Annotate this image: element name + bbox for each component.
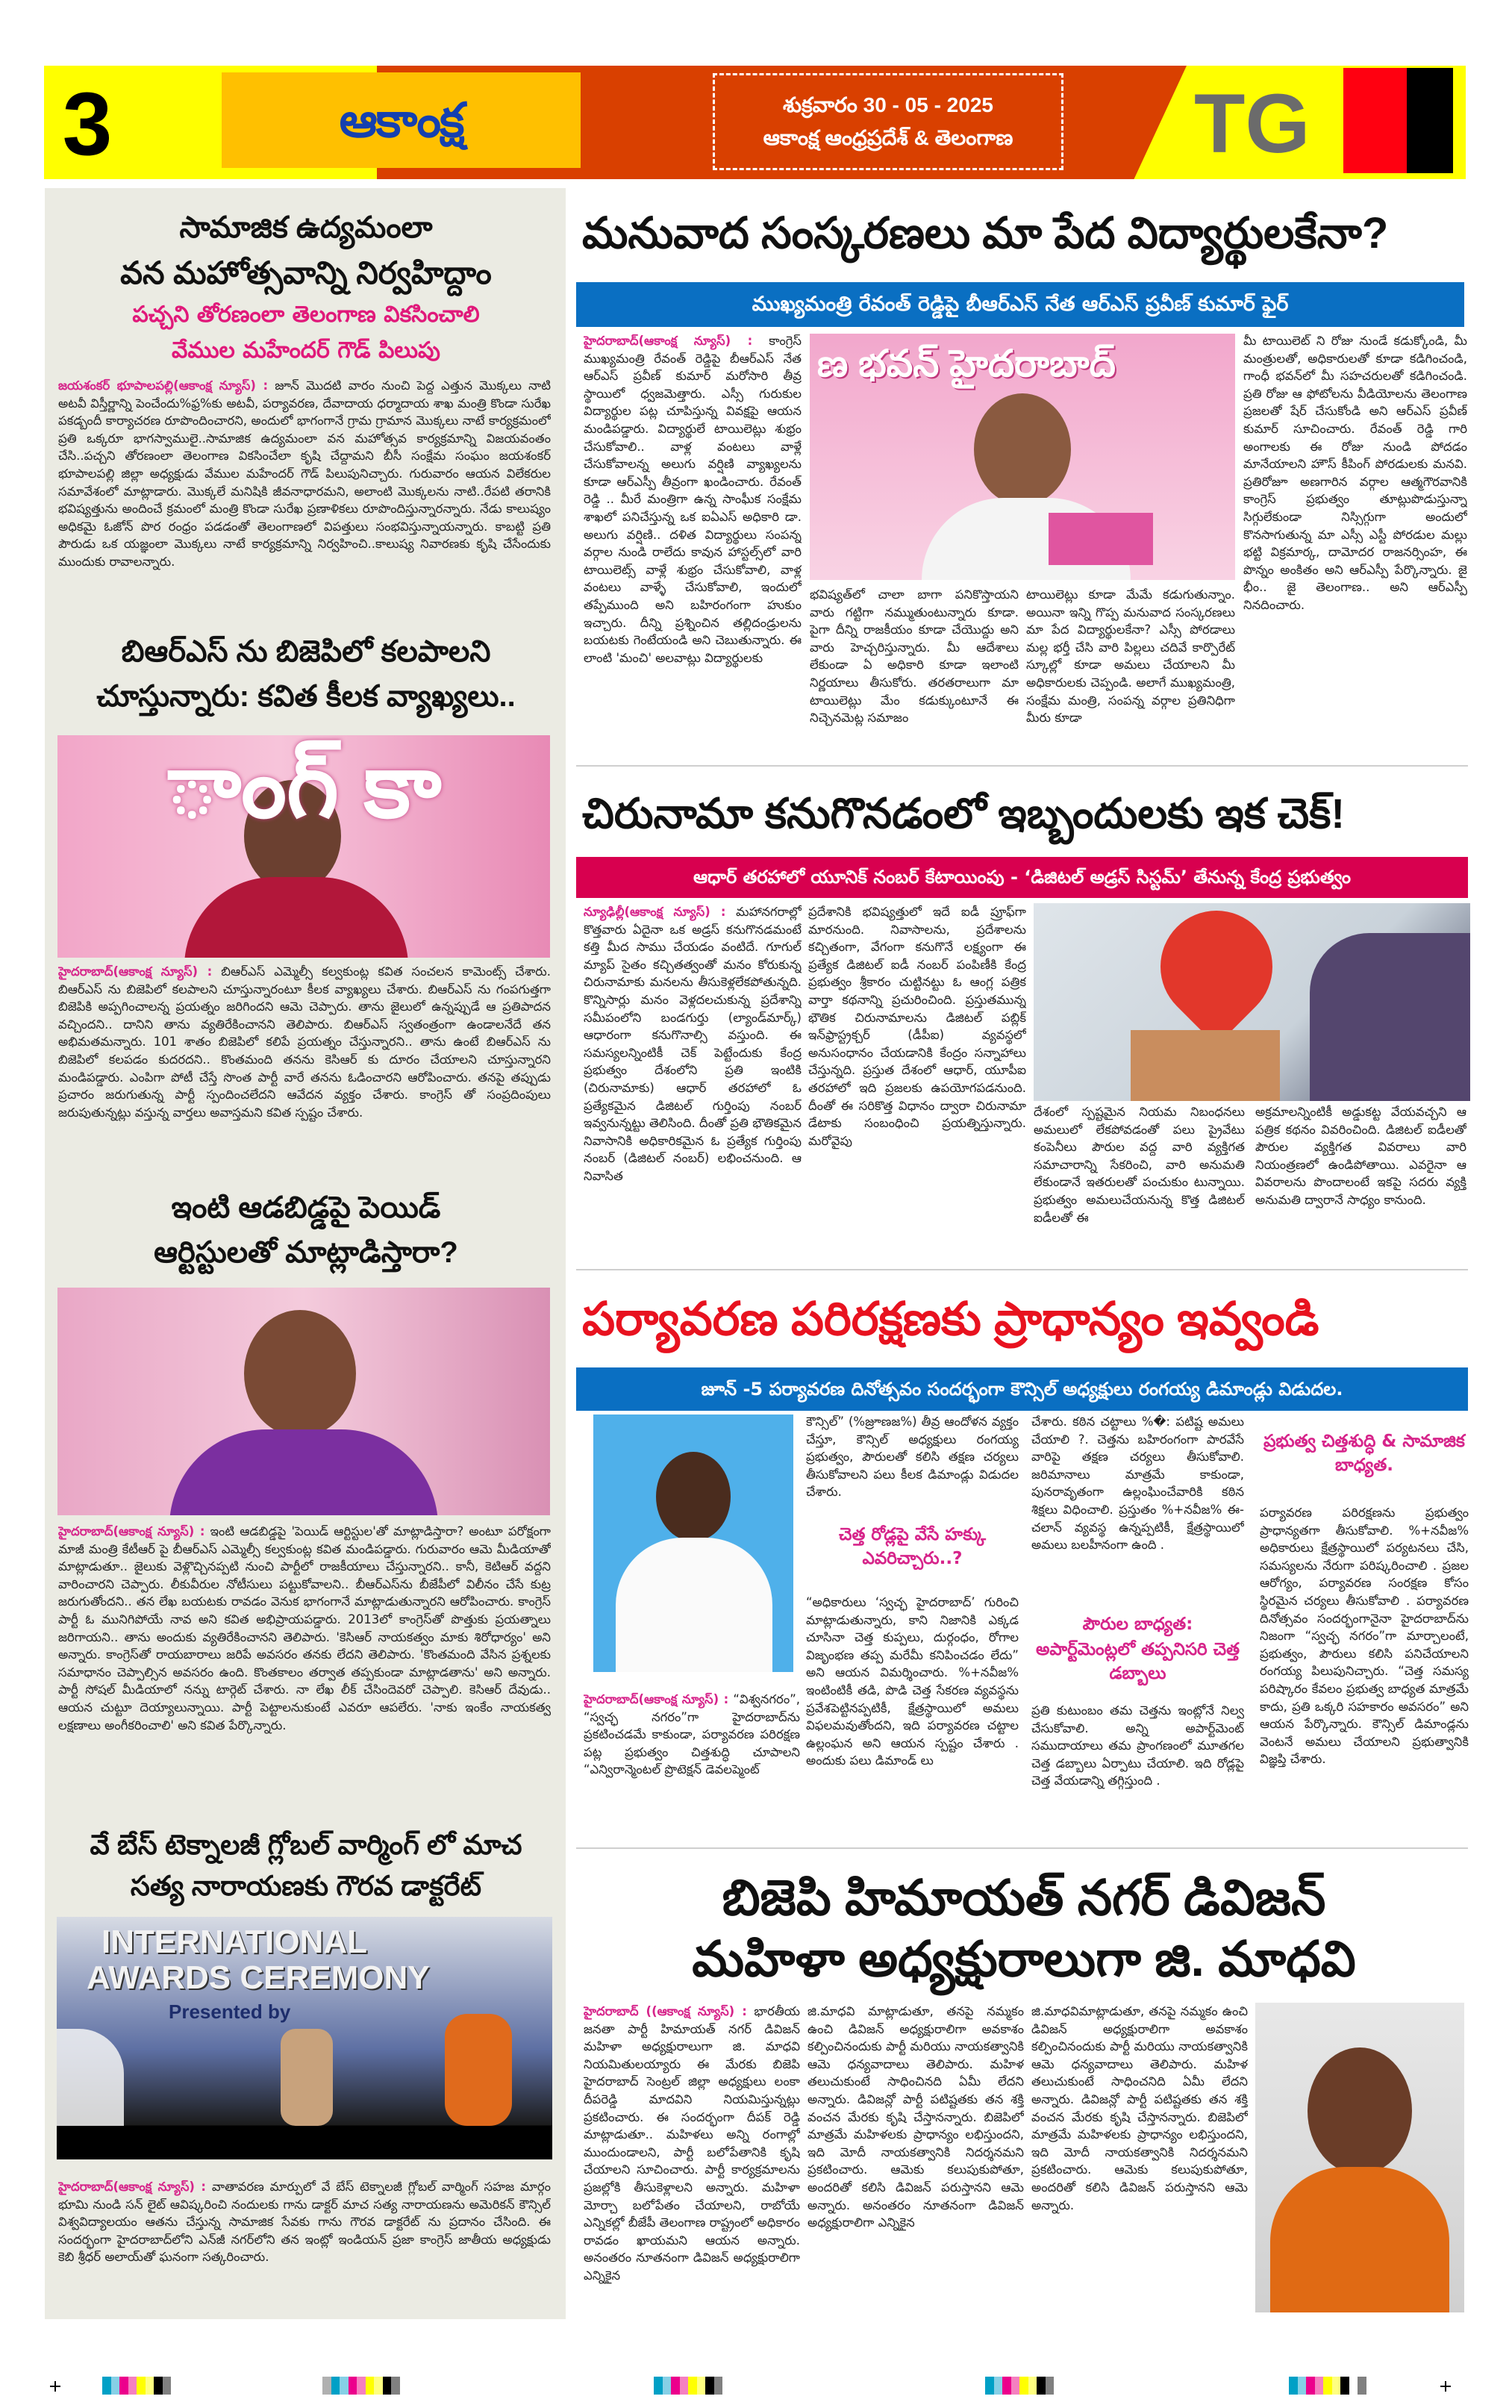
photo-rangaiah xyxy=(593,1414,793,1672)
person-body xyxy=(616,1538,772,1672)
region-code: TG xyxy=(1194,77,1310,170)
column-1 xyxy=(584,1691,800,1840)
column-4: మీ టాయిలెట్ ని రోజు నుండే కడుక్కోండి, మీ మంత్రులతో, అధికారులతో కూడా కడిగించండి, గాంధీ భవన్‌లో మీ సహచరులతో కడిగించండి. ప్రతి రోజు ఆ ఫోటోలను వీడియోలను తెలంగాణ ప్రజలతో షేర్ చేసుకోండి అని ఆర్ఎస్ ప్రవీణ్ కుమార్ సూచించారు. రేవంత్ రెడ్డి గారి అంగాలకు ఈ రోజు నుండి పోదడం మానేయాలని హౌస్ కీపింగ్ పోరడులకు మనవి. ప్రతిరోజూ అణగారిన వర్గాల ఆత్మగౌరవానికి కాంగ్రెస్ ప్రభుత్వం తూట్లుపొడుస్తున్నా సిగ్గులేకుండా నిస్సిగ్గుగా అందులో కొనసాగుతున్న మా ఎస్సీ ఎస్టీ పోరడుల మల్లు భట్టి విక్రమార్క, దామోదర రాజనర్సింహ, ఈ పొన్నం అంకితం అని ఆర్ఎస్పీ పేర్కొన్నారు. జై భీం.. జై తెలంగాణ.. అని ఆర్ఎస్పీ నినదించారు. xyxy=(1243,334,1467,612)
dateline: హైదరాబాద్(ఆకాంక్ష న్యూస్) : xyxy=(58,1524,205,1538)
deck-bar: జూన్ -5 పర్యావరణ దినోత్సవం సందర్భంగా కౌన్సిల్ అధ్యక్షులు రంగయ్య డిమాండ్లు విడుదల. xyxy=(576,1367,1468,1411)
subhead-garbage-rights: చెత్త రోడ్లపై వేసే హక్కు ఎవరిచ్చారు..? xyxy=(839,1525,986,1568)
section-divider xyxy=(576,1269,1468,1270)
column-2: భవిష్యత్‌లో చాలా బాగా పనికొస్తాయని వారు గట్టిగా నమ్ముతుంటున్నారు కూడా. పైగా దీన్ని రాజకీయం కూడా చేయొద్దు అని వారు హెచ్చరిస్తున్నారు. మీ ఆదేశాలు లేకుండా ఏ అధికారి కూడా ఇలాంటి నిర్ణయాలు తీసుకోరు. తరతరాలుగా మా టాయిలెట్లు మేం కడుక్కుంటూనే ఈ నిచ్చెనమెట్ల సమాజం xyxy=(810,587,1019,726)
column-3: జి.మాధవిమాట్లాడుతూ, తనపై నమ్మకం ఉంచి డివిజన్ అధ్యక్షురాలిగా అవకాశం కల్పించినందుకు పార్టీ మరియు నాయకత్వానికి ఆమె ధన్యవాదాలు తెలిపారు. మహిళ తలుచుకుంటే సాధించనిది ఏమీ లేదని అన్నారు. డివిజన్లో పార్టీ పటిష్టతకు తన శక్తి వంచన మేరకు కృషి చేస్తానన్నారు. బిజెపిలో మాత్రమే మహిళలకు ప్రాధాన్యం లభిస్తుందని, ఇది మోదీ నాయకత్వానికి నిదర్శనమని ప్రకటించారు. ఆమెకు కలుపుకుపోతూ, అందరితో కలిసి డివిజన్ పరుస్తానని ఆమె అన్నారు. xyxy=(1031,2004,1248,2212)
column-2-top: కౌన్సిల్” (%జ్రూణజ%) తీవ్ర ఆందోళన వ్యక్తం చేస్తూ, కౌన్సిల్ అధ్యక్షులు రంగయ్య ప్రభుత్వం, పౌరులతో కలిసి తక్షణ చర్యలు తీసుకోవాలని పలు కీలక డిమాండ్లు విడుదల చేశారు. xyxy=(806,1414,1019,1500)
article-body xyxy=(58,2178,551,2305)
color-bar xyxy=(1289,2377,1366,2395)
person-head xyxy=(1308,2047,1412,2174)
body-text: బిఆర్ఎస్ ఎమ్మెల్సీ కల్వకుంట్ల కవిత సంచలన కామెంట్స్ చేశారు. బిఆర్ఎస్ ను బిజెపిలో కలపాలని చూస్తున్నారంటూ కీలక వ్యాఖ్యలు చేశారు. బిఆర్ఎస్ ను గంపగుత్తగా బిజెపికి అప్పగించాలన్న ప్రయత్నం జరిగిందని ఆమె చెప్పారు. తాను జైలులో ఉన్నప్పుడే ఆ ప్రతిపాదన వచ్చిందని.. దానిని తాను వ్యతిరేకించానని తెలిపారు. బిఆర్ఎస్ స్వతంత్రంగా ఉండాలనేదే తన అభిమతమన్నారు. 101 శాతం బిజెపిలో కలిపే ప్రయత్నం చేస్తున్నారని.. తాను ఉంటే బిఆర్ఎస్ ను బిజెపిలో కలపడం కుదరదని.. కొంతమంది తనను కెసిఆర్ కు దూరం చేయాలని చూస్తున్నారని మండిపడ్డారు. ఎంపిగా పోటీ చేస్తే సొంత పార్టీ వారే తనను ఓడించారని ఆరోపించారు. తనపై తప్పుడు ప్రచారం జరుగుతున్న పార్టీ స్పందించలేదని ఆవేదన వ్యక్తం చేశారు. కాంగ్రెస్ తో సంప్రదింపులు జరుపుతున్నట్లు వస్తున్న వార్తలు అవాస్తమని కవిత స్పష్టం చేశారు. xyxy=(58,964,551,1120)
dateline: న్యూఢిల్లీ(ఆకాంక్ష న్యూస్) : xyxy=(584,905,726,919)
column-4: అక్రమాలన్నింటికీ అడ్డుకట్ట వేయవచ్చని ఆ పత్రిక కథనం వివరించింది. డిజిటల్ ఐడీలతో పౌరుల వ్యక్తిగత వివరాలు వారి నియంత్రణలో ఉండిపోతాయి. ఎవరైనా ఆ వివరాలను పొందాలంటే ఇకపై సదరు వ్యక్తి అనుమతి ద్వారానే సాధ్యం కానుంది. xyxy=(1255,1105,1466,1207)
body-text: వాతావరణ మార్పులో వే బేస్ టెక్నాలజీ గ్లోబల్ వార్మింగ్ సహజ మార్గం భూమి నుండి సన్ లైట్ ఆవిష్కరించి నందులకు గాను డాక్టర్ మాచ సత్య నారాయణను అమెరికన్ కౌన్సిల్ విశ్వవిద్యాలయం ఆతను చేస్తున్న సామాజిక సేవకు గాను గౌరవ డాక్టరేట్ ను ప్రదానం చేసింది. ఈ సందర్భంగా హైదరాబాద్‌లోని ఎన్‌జీ నగర్‌లోని తన ఇంట్లో ఇండియన్ ప్రజా కాంగ్రెస్ జాతీయ అధ్యక్షుడు కెబి శ్రీధర్ అలాయ్‌తో ఘనంగా సత్కరించారు. xyxy=(58,2180,551,2265)
honoree-figure xyxy=(281,2029,333,2126)
person-body xyxy=(1270,2167,1449,2312)
subhead-2: వేముల మహేందర్ గౌడ్ పిలుపు xyxy=(172,337,440,364)
photo-backdrop-text: ణ భవన్ హైదరాబాద్ xyxy=(817,343,1116,384)
article-body xyxy=(58,377,551,610)
column-2: జి.మాధవి మాట్లాడుతూ, తనపై నమ్మకం ఉంచి డివిజన్ అధ్యక్షురాలిగా అవకాశం కల్పించినందుకు పార్టీ మరియు నాయకత్వానికి ఆమె ధన్యవాదాలు తెలిపారు. మహిళ తలుచుకుంటే సాధించినది ఏమీ లేదని అన్నారు. డివిజన్లో పార్టీ పటిష్టతకు తన శక్తి వంచన మేరకు కృషి చేస్తానన్నారు. బిజెపిలో మాత్రమే మహిళలకు ప్రాధాన్యం లభిస్తుందని, ఇది మోదీ నాయకత్వానికి నిదర్శనమని ప్రకటించారు. ఆమెకు కలుపుకుపోతూ, అందరితో కలిసి డివిజన్ పరుస్తానని ఆమె అన్నారు. అనంతరం నూతనంగా డివిజన్ అధ్యక్షురాలిగా ఎన్నికైన xyxy=(807,2004,1024,2230)
section-divider xyxy=(576,765,1468,767)
microphone-placard xyxy=(1049,513,1153,565)
column-3-bottom: ప్రతి కుటుంబం తమ చెత్తను ఇంట్లోనే నిల్వ చేసుకోవాలి. అన్ని అపార్ట్‌మెంట్ సముదాయాలు తమ ప్రాంగణంలో మూతగల చెత్త డబ్బాలు ఏర్పాటు చేయాలి. ఇది రోడ్లపై చెత్త వేయడాన్ని తగ్గిస్తుంది . xyxy=(1031,1703,1244,1788)
photo-backdrop-text: ాంగ్ కా xyxy=(166,736,442,836)
newspaper-logo[interactable] xyxy=(222,72,581,168)
dateline: జయశంకర్ భూపాలపల్లి(ఆకాంక్ష న్యూస్) : xyxy=(58,378,269,393)
dateline: హైదరాబాద్(ఆకాంక్ష న్యూస్) : xyxy=(58,964,213,979)
dateline: హైదరాబాద్(ఆకాంక్ష న్యూస్) : xyxy=(584,1692,729,1706)
photo-kavitha-speaking xyxy=(57,1288,550,1515)
stage-light xyxy=(57,2029,124,2126)
hand-illustration xyxy=(1310,933,1470,1101)
body-text: కాంగ్రెస్ ముఖ్యమంత్రి రేవంత్ రెడ్డిపై బీఆర్ఎస్ నేత ఆర్ఎస్ ప్రవీణ్ కుమార్ మరోసారి తీవ్ర స్థాయిలో ధ్వజమెత్తారు. ఎస్సీ గురుకుల విద్యార్థుల పట్ల చూపిస్తున్న వివక్షపై ఆయన మండిపడ్డారు. విద్యార్థులే టాయిలెట్లు శుభ్రం చేసుకోవాలి.. వాళ్ల వంటలు వాళ్లే చేసుకోవాలన్న అలుగు వర్షిణి వ్యాఖ్యలను కూడా ఆర్ఎస్పీ తీవ్రంగా ఖండించారు. రేవంత్ రెడ్డి .. మీరే మంత్రిగా ఉన్న సాంఘీక సంక్షేమ శాఖలో పనిచేస్తున్న ఒక ఐఏఎస్ అధికారి డా. అలుగు వర్షిణి.. దళిత విద్యార్థులు సంపన్న వర్గాల నుండి రాలేదు కావున హాస్టల్స్‌లో వారి టాయిలెట్స్ వాళ్లే శుభ్రం చేసుకోవాలి, వాళ్ల వంటలు వాళ్ళే చేసుకోవాలి, ఇందులో తప్పేముంది అని బహిరంగంగా హుకుం ఇచ్చారు. దీన్ని ప్రశ్నించిన తల్లిదండ్రులను బయటకు గెంటేయండి అని చెబుతున్నారు. ఈ లాంటి 'మంచి' అలవాట్లు విద్యార్థులకు xyxy=(584,334,802,665)
color-bar xyxy=(102,2377,171,2395)
edition-name: ఆకాంక్ష ఆంధ్రప్రదేశ్ & తెలంగాణ xyxy=(763,126,1013,149)
photo-praveen-kumar xyxy=(810,334,1235,580)
photo-madhavi xyxy=(1255,2003,1464,2312)
article-body xyxy=(58,1523,551,1810)
color-block-red xyxy=(1343,68,1407,173)
deck-bar: ఆధార్ తరహాలో యూనిక్ నంబర్ కేటాయింపు - ‘డిజిటల్ అడ్రస్ సిస్టమ్’ తేనున్న కేంద్ర ప్రభుత్వం xyxy=(576,857,1468,898)
column-3-top: చేశారు. కఠిన చట్టాలు %�: పటిష్ట అమలు చేయాలి ?. చెత్తను బహిరంగంగా పారవేసే వారిపై తక్షణ చర్యలు తీసుకోవాలి. జరిమానాలు మాత్రమే కాకుండా, పునరావృతంగా ఉల్లంఘించేవారికి కఠిన శిక్షలు విధించాలి. ప్రస్తుతం %+నవీజ% ఈ-చలాన్ వ్యవస్థ ఉన్నప్పటికీ, క్షేత్రస్థాయిలో అమలు బలహీనంగా ఉంది . xyxy=(1031,1414,1244,1553)
column-3: టాయిలెట్లు కూడా మేమే కడుగుతున్నాం. అయినా ఇన్ని గొప్ప మనువాద సంస్కరణలు మా పేద విద్యార్థులకేనా? ఎస్సీ పోరడాలు మల్ల భర్తీ చేసి వారి పిల్లలు చదివే కార్పొరేట్ స్కూల్లో కూడా అమలు చేయాలని మీ అధికారులకు చెప్పండి. అలాగే ముఖ్యమంత్రి, సంక్షేమ మంత్రి, సంపన్న వర్గాల ప్రతినిధిగా మీరు కూడా xyxy=(1026,587,1235,726)
person-body xyxy=(169,1429,438,1515)
photo-kavitha-press xyxy=(57,735,550,958)
subhead-citizen-duty: పౌరుల బాధ్యత: xyxy=(1082,1615,1193,1634)
banner-text-1: INTERNATIONAL xyxy=(101,1924,368,1960)
presenter-figure xyxy=(445,2014,512,2126)
color-bar xyxy=(985,2377,1054,2395)
column-4: పర్యావరణ పరిరక్షణను ప్రభుత్వం ప్రాధాన్యతగా తీసుకోవాలి. %+నవీజ% అధికారులు క్షేత్రస్థాయిలో పర్యటనలు చేసి, సమస్యలను నేరుగా పరిష్కరించాలి . ప్రజల ఆరోగ్యం, పర్యావరణ సంరక్షణ కోసం స్థిరమైన చర్యలు తీసుకోవాలి . పర్యావరణ దినోత్సవం సందర్భంగానైనా హైదరాబాద్‌ను నిజంగా “స్వచ్ఛ నగరం”గా మార్చాలంటే, ప్రభుత్వం, పౌరులు కలిసి పనిచేయాలని రంగయ్య పిలుపునిచ్చారు. “చెత్త సమస్య పరిష్కారం కేవలం ప్రభుత్వ బాధ్యత మాత్రమే కాదు, ప్రతి ఒక్కరి సహకారం అవసరం” అని ఆయన పేర్కొన్నారు. కౌన్సిల్ డిమాండ్లను వెంటనే అమలు చేయాలని ప్రభుత్వానికి విజ్ఞప్తి చేశారు. xyxy=(1260,1506,1469,1767)
column-2: ప్రదేశానికి భవిష్యత్తులో ఇదే ఐడీ ప్రూఫ్‌గా మారనుంది. నివాసాలను, ప్రదేశాలను కచ్చితంగా, వేగంగా కనుగొనే లక్ష్యంగా ఈ ప్రత్యేక డిజిటల్ ఐడీ నంబర్ పంపిణీకి కేంద్ర ప్రభుత్వం శ్రీకారం చుట్టినట్టు ఓ ఆంగ్ల పత్రిక వార్తా కథనాన్ని ప్రచురించింది. ప్రస్తుతమున్న భౌతిక చిరునామాలను డిజిటల్ పబ్లిక్ ఇన్‌ఫ్రాస్ట్రక్చర్ (డీపీఐ) వ్యవస్థలో అనుసంధానం చేయడానికి కేంద్రం సన్నాహాలు చేస్తున్నది. ప్రస్తుత దేశంలో ఆధార్, యూపీఐ తరహాలో ఇది ప్రజలకు ఉపయోగపడనుంది. దీంతో ఈ సరికొత్త విధానం ద్వారా చిరునామా డేటాకు సంబంధించి ప్రయత్నిస్తున్నారు. మరోవైపు xyxy=(808,905,1026,1148)
headline: పర్యావరణ పరిరక్షణకు ప్రాధాన్యం ఇవ్వండి xyxy=(582,1294,1319,1345)
logo-text: ఆకాంక్ష xyxy=(339,93,463,147)
color-bar xyxy=(654,2377,722,2395)
body-text: భారతీయ జనతా పార్టీ హిమాయత్ నగర్ డివిజన్ మహిళా అధ్యక్షురాలుగా జి. మాధవి నియమితులయ్యారు ఈ మేరకు బిజెపి హైదరాబాద్ సెంట్రల్ జిల్లా అధ్యక్షులు లంకా దీపరెడ్డి మాదవిని నియమిస్తున్నట్లు ప్రకటించారు. ఈ సందర్భంగా దీపక్ రెడ్డి మాట్లాడుతూ.. మహిళలు అన్ని రంగాల్లో ముందుండాలని, పార్టీ బలోపేతానికి కృషి చేయాలని సూచించారు. పార్టీ కార్యక్రమాలను ప్రజల్లోకి తీసుకెళ్లాలని అన్నారు. మహిళా మోర్చా బలోపేతం చేయాలని, రాబోయే ఎన్నికల్లో బీజేపీ తెలంగాణ రాష్ట్రంలో అధికారం రావడం ఖాయమని ఆయన అన్నారు. అనంతరం నూతనంగా డివిజన్ అధ్యక్షురాలిగా ఎన్నికైన xyxy=(584,2004,800,2283)
subhead-1: పచ్చని తోరణంలా తెలంగాణ వికసించాలి xyxy=(132,302,480,328)
headline-line-1: సామాజిక ఉద్యమంలా xyxy=(179,211,433,244)
banner-text-3: Presented by xyxy=(169,2000,291,2023)
issue-date: శుక్రవారం 30 - 05 - 2025 xyxy=(783,93,993,117)
photo-awards-ceremony xyxy=(57,1917,552,2159)
color-block-black xyxy=(1407,68,1453,173)
subhead-apartment-bins: అపార్ట్‌మెంట్లలో తప్పనిసరి చెత్త డబ్బాలు xyxy=(1035,1640,1240,1683)
location-pin-icon xyxy=(1137,903,1296,1046)
person-body xyxy=(184,877,408,958)
dateline: హైదరాబాద్(ఆకాంక్ష న్యూస్) : xyxy=(58,2180,206,2194)
headline-line-1: వే బేస్ టెక్నాలజీ గ్లోబల్ వార్మింగ్ లో మాచ xyxy=(90,1830,522,1860)
body-text: మహానగరాల్లో కొత్తవారు ఏదైనా ఒక అడ్రస్ కనుగొనడమంటే కత్తి మీద సాము చేయడం వంటిదే. గూగుల్ మ్యాప్ సైతం కచ్చితత్వంతో మనం కోరుకున్న చిరునామాకు మనలను తీసుకెళ్లలేకపోతున్నది. కొన్నిసార్లు మనం వెళ్లదలచుకున్న ప్రదేశాన్ని సమీపంలోని బండగుర్తు (ల్యాండ్‌మార్క్) ఆధారంగా కనుగొనాల్సి వస్తుంది. ఈ సమస్యలన్నింటికీ చెక్ పెట్టేందుకు కేంద్ర ప్రభుత్వం దేశంలోని ప్రతి ఇంటికి (చిరునామాకు) ఆధార్ తరహాలో ఓ ప్రత్యేకమైన డిజిటల్ గుర్తింపు నంబర్ ఇవ్వనున్నట్టు తెలిసింది. దీంతో ప్రతి భౌతికమైన నివాసానికి అధికారికమైన ఓ ప్రత్యేక గుర్తింపు నంబర్ (డిజిటల్ నంబర్) లభించనుంది. ఆ నివాసిత xyxy=(584,905,802,1183)
body-text: “విశ్వనగరం”, “స్వచ్ఛ నగరం”గా హైదరాబాద్‌ను ప్రకటించడమే కాకుండా, పర్యావరణ పరిరక్షణ పట్ల ప్రభుత్వం చిత్తశుద్ధి చూపాలని “ఎన్విరాన్మెంటల్ ప్రొటెక్షన్ డెవలప్మెంట్ xyxy=(584,1692,800,1777)
body-text: జూన్ మొదటి వారం నుంచి పెద్ద ఎత్తున మొక్కలు నాటి అటవీ విస్తీర్ణాన్ని పెంచేందు%ఫ్ర%కు అటవీ, పర్యావరణ, దేవాదాయ ధర్మాదాయ శాఖ మంత్రి కొండా సురేఖ పకడ్బందీ కార్యాచరణ రూపొందించారని, అందులో భాగంగానే గ్రామ గ్రామాన మొక్కలు నాటే కార్యక్రమంలో ప్రతి ఒక్కరూ భాగస్వాములై..సామాజిక ఉద్యమంలా వన మహోత్సవ కార్యక్రమాన్ని విజయవంతం చేసి..పచ్చని తోరణంలా తెలంగాణ వికసించేలా కృషి చేద్దామని బీసీ సంక్షేమ సంఘం జయశంకర్ భూపాలపల్లి జిల్లా అధ్యక్షుడు వేముల మహేందర్ గౌడ్ పిలుపునిచ్చారు. గురువారం ఆయన విలేకరుల సమావేశంలో మాట్లాడారు. మొక్కలే మనిషికి జీవనాధారమని, అలాంటి మొక్కలను నాటి..రేపటి తరానికి భవిష్యత్తును అందించే క్రమంలో మంత్రి కొండా సురేఖ ప్రణాళికలు రూపొందిస్తున్నారన్నారు. నేడు కాలుష్యం అధికమై ఓజోన్ పొర రంధ్రం పడడంతో తెలంగాణలో విపత్తులు సంభవిస్తున్నాయన్నారు. కాబట్టి ప్రతి పౌరుడు ఒక యజ్ఞంలా మొక్కలు నాటే కార్యక్రమాన్ని నిర్వహించి..కాలుష్య నివారణకు కృషి చేసేందుకు ముందుకు రావాలన్నారు. xyxy=(58,378,551,569)
page-number: 3 xyxy=(62,74,113,174)
subhead-govt-responsibility: ప్రభుత్వ చిత్తశుద్ధి & సామాజిక బాధ్యత. xyxy=(1263,1432,1465,1475)
section-divider xyxy=(576,1847,1468,1849)
photo-location-pin-house xyxy=(1034,903,1470,1101)
registration-mark xyxy=(50,2381,60,2392)
person-head xyxy=(244,1310,356,1437)
dateline: హైదరాబాద్(ఆకాంక్ష న్యూస్) : xyxy=(584,334,753,348)
column-1 xyxy=(584,2003,800,2320)
headline: చిరునామా కనుగొనడంలో ఇబ్బందులకు ఇక చెక్! xyxy=(582,790,1346,837)
article-body xyxy=(58,963,551,1157)
headline: మనువాద సంస్కరణలు మా పేద విద్యార్థులకేనా? xyxy=(582,209,1389,258)
headline-line-2: ఆర్టిస్టులతో మాట్లాడిస్తారా? xyxy=(154,1236,458,1269)
registration-mark xyxy=(1440,2381,1451,2392)
headline-line-2: మహిళా అధ్యక్షురాలుగా జి. మాధవి xyxy=(692,1931,1356,1986)
headline-line-1: బిజెపి హిమాయత్ నగర్ డివిజన్ xyxy=(722,1870,1326,1925)
column-3: దేశంలో స్పష్టమైన నియమ నిబంధనలు అమలులో లేకపోవడంతో పలు ప్రైవేటు కంపెనీలు పౌరుల వద్ద వారి వ్యక్తిగత సమాచారాన్ని సేకరించి, వారి అనుమతి లేకుండానే ఇతరులతో పంచుకుం టున్నాయి. ప్రభుత్వం అమలుచేయనున్న కొత్త డిజిటల్ ఐడీలతో ఈ xyxy=(1034,1105,1245,1225)
person-head xyxy=(656,1452,731,1541)
date-box xyxy=(713,73,1063,170)
headline-line-2: సత్య నారాయణకు గౌరవ డాక్టరేట్ xyxy=(130,1871,482,1901)
banner-text-2: AWARDS CEREMONY xyxy=(87,1959,430,1996)
column-1 xyxy=(584,332,802,758)
column-2-bottom: “అధికారులు ‘స్వచ్ఛ హైదరాబాద్’ గురించి మాట్లాడుతున్నారు, కాని నిజానికి ఎక్కడ చూసినా చెత్త కుప్పలు, దుర్గంధం, రోగాల విజృంభణ తప్ప మరేమీ కనిపించడం లేదు” అని ఆయన విమర్శించారు. %+నవీజ% ఇంటింటికీ తడి, పొడి చెత్త సేకరణ వ్యవస్థను ప్రవేశపెట్టినప్పటికీ, క్షేత్రస్థాయిలో అమలు విఫలమవుతోందని, ఇది పర్యావరణ చట్టాల ఉల్లంఘన అని ఆయన స్పష్టం చేశారు . అందుకు పలు డిమాండ్ లు xyxy=(806,1595,1019,1768)
dateline: హైదరాబాద్ ((ఆకాంక్ష న్యూస్) : xyxy=(584,2004,747,2018)
column-1 xyxy=(584,903,802,1261)
headline-line-1: ఇంటి ఆడబిడ్డపై పెయిడ్ xyxy=(171,1191,441,1224)
headline-line-2: చూస్తున్నారు: కవిత కీలక వ్యాఖ్యలు.. xyxy=(96,680,516,713)
headline-line-2: వన మహోత్సవాన్ని నిర్వహిద్దాం xyxy=(120,255,492,290)
deck-bar: ముఖ్యమంత్రి రేవంత్ రెడ్డిపై బీఆర్ఎస్ నేత ఆర్ఎస్ ప్రవీణ్ కుమార్ ఫైర్ xyxy=(576,282,1464,327)
body-text: ఇంటి ఆడబిడ్డపై 'పెయిడ్ ఆర్టిస్టుల'తో మాట్లాడిస్తారా? అంటూ పరోక్షంగా మాజీ మంత్రి కేటీఆర్ పై బీఆర్ఎస్ ఎమ్మెల్సీ కల్వకుంట్ల కవిత మండిపడ్డారు. గురువారం ఆమె మీడియాతో మాట్లాడుతూ.. జైలుకు వెళ్లొచ్చినప్పటి నుంచి పార్టీలో రాజకీయాలు చేస్తున్నారని.. కానీ, కెటిఆర్ వద్దని వారించారని చెప్పారు. లీకువీరుల నోటీసులు పట్టుకోవాలని.. బీఆర్ఎస్‌ను బీజేపీలో విలీనం చేసే కుట్ర జరుగుతోందని.. తన లేఖ బయటకు రావడం వెనుక భాగంగానే మాట్లాడుతున్నారని ఆరోపించారు. కాంగ్రెస్ పార్టీ ఓ మునిగిపోయే నావ అని కవిత అభిప్రాయపడ్డారు. 2013లో కాంగ్రెస్‌తో పొత్తుకు ప్రయత్నాలు జరిగాయని.. తాను అందుకు వ్యతిరేకించానని తెలిపారు. 'కెసిఆర్ నాయకత్వం మాకు శిరోధార్యం' అని అన్నారు. కాంగ్రెస్‌తో రాయబారాలు జరిపే అవసరం తనకు లేదని తెలిపారు. 'కొంతమంది వేసిన ప్రశ్నలకు సమాధానం చెప్పాల్సిన అవసరం ఉంది. కొంతకాలం తర్వాత తప్పకుండా మాట్లాడతాను' అని అన్నారు. పార్టీ సోషల్ మీడియాలో నన్ను టార్గెట్ చేశారు. నా లేఖ లీక్ చేసిందెవరో చెప్పాలి. కెసిఆర్ దేవుడు.. ఆయన చుట్టూ దెయ్యాలున్నాయి. పార్టీ పెట్టాలనుకుంటే ఎవరూ ఆపలేరు. 'నాకు ఇంకేం నాయకత్వ లక్షణాలు అంగీకరించాలి' అని కవిత పేర్కొన్నారు. xyxy=(58,1524,551,1732)
headline-line-1: బిఆర్ఎస్ ను బిజెపిలో కలపాలని xyxy=(121,635,491,668)
house-illustration xyxy=(1131,1030,1280,1101)
person-head xyxy=(974,393,1071,505)
color-bar xyxy=(322,2377,400,2395)
